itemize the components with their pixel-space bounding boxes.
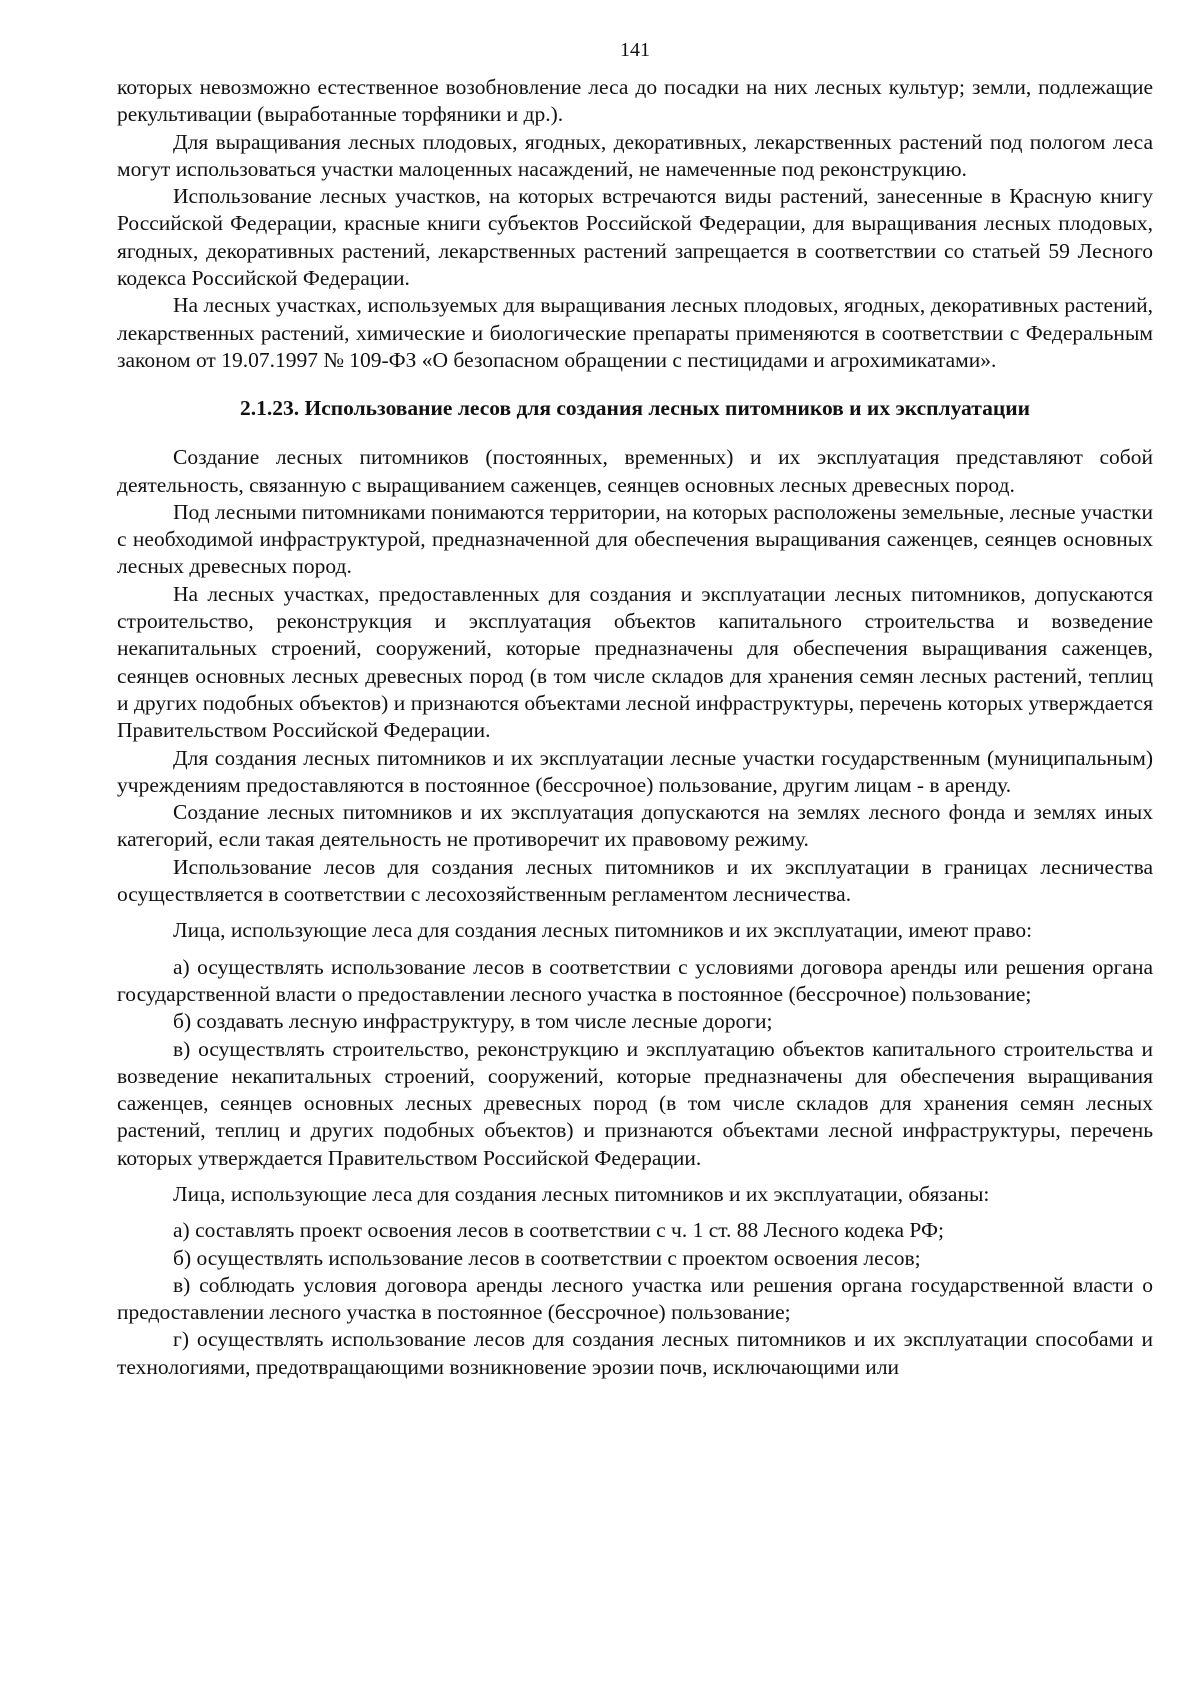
paragraph: На лесных участках, предоставленных для создания и эксплуатации лесных питомников, допускаются строительство, реконструкция и эксплуатация объектов капитального строительства и возведение некапитальных строений, сооружений, которые предназначены для обеспечения выращивания саженцев, сеянцев основных лесных древесных пород (в том числе складов для хранения семян лесных растений, теплиц и других подобных объектов) и признаются объектами лесной инфраструктуры, перечень которых утверждается Правительством Российской Федерации. bbox=[117, 581, 1153, 743]
section-heading: 2.1.23. Использование лесов для создания лесных питомников и их эксплуатации bbox=[240, 396, 1030, 421]
paragraph: Под лесными питомниками понимаются территории, на которых расположены земельные, лесные участки с необходимой инфраструктурой, предназначенной для обеспечения выращивания саженцев, сеянцев основных лесных древесных пород. bbox=[117, 499, 1153, 579]
duties-item: в) соблюдать условия договора аренды лесного участка или решения органа государственной власти о предоставлении лесного участка в постоянное (бессрочное) пользование; bbox=[117, 1272, 1153, 1325]
paragraph: Использование лесов для создания лесных питомников и их эксплуатации в границах лесничества осуществляется в соответствии с лесохозяйственным регламентом лесничества. bbox=[117, 854, 1153, 907]
duties-item: б) осуществлять использование лесов в соответствии с проектом освоения лесов; bbox=[173, 1245, 921, 1270]
paragraph: Для выращивания лесных плодовых, ягодных, декоративных, лекарственных растений под пологом леса могут использоваться участки малоценных насаждений, не намеченные под реконструкцию. bbox=[117, 129, 1153, 181]
duties-item: г) осуществлять использование лесов для создания лесных питомников и их эксплуатации способами и технологиями, предотвращающими возникновение эрозии почв, исключающими или bbox=[117, 1327, 1153, 1379]
paragraph: Создание лесных питомников (постоянных, временных) и их эксплуатация представляют собой деятельность, связанную с выращиванием саженцев, сеянцев основных лесных древесных пород. bbox=[117, 445, 1153, 497]
paragraph: Использование лесных участков, на которых встречаются виды растений, занесенные в Красную книгу Российской Федерации, красные книги субъектов Российской Федерации, для выращивания лесных плодовых, ягодных, декоративных растений, лекарственных растений запрещается в соответствии со статьей 59 Лесного кодекса Российской Федерации. bbox=[117, 184, 1153, 291]
spacer bbox=[117, 1172, 1153, 1181]
page-number: 141 bbox=[620, 39, 650, 61]
spacer bbox=[117, 1208, 1153, 1217]
paragraph: Для создания лесных питомников и их эксплуатации лесные участки государственным (муниципальным) учреждениям предоставляются в постоянное (бессрочное) пользование, другим лицам - в аренду. bbox=[117, 745, 1153, 797]
paragraph-continued: которых невозможно естественное возобновление леса до посадки на них лесных культур; земли, подлежащие рекультивации (выработанные торфяники и др.). bbox=[117, 75, 1153, 127]
spacer bbox=[117, 422, 1153, 444]
duties-intro: Лица, использующие леса для создания лесных питомников и их эксплуатации, обязаны: bbox=[173, 1181, 990, 1206]
duties-item: а) составлять проект освоения лесов в соответствии с ч. 1 ст. 88 Лесного кодека РФ; bbox=[173, 1218, 944, 1243]
spacer bbox=[117, 908, 1153, 917]
rights-intro: Лица, использующие леса для создания лесных питомников и их эксплуатации, имеют право: bbox=[173, 918, 1033, 943]
document-page bbox=[117, 38, 1153, 1381]
rights-item: а) осуществлять использование лесов в соответствии с условиями договора аренды или решения органа государственной власти о предоставлении лесного участка в постоянное (бессрочное) пользование; bbox=[117, 954, 1153, 1006]
spacer bbox=[117, 374, 1153, 395]
paragraph: На лесных участках, используемых для выращивания лесных плодовых, ягодных, декоративных растений, лекарственных растений, химические и биологические препараты применяются в соответствии с Федеральным законом от 19.07.1997 № 109-ФЗ «О безопасном обращении с пестицидами и агрохимикатами». bbox=[117, 293, 1153, 372]
rights-item: б) создавать лесную инфраструктуру, в том числе лесные дороги; bbox=[173, 1009, 773, 1034]
spacer bbox=[117, 945, 1153, 954]
paragraph: Создание лесных питомников и их эксплуатация допускаются на землях лесного фонда и землях иных категорий, если такая деятельность не противоречит их правовому режиму. bbox=[117, 800, 1153, 852]
rights-item: в) осуществлять строительство, реконструкцию и эксплуатацию объектов капитального строительства и возведение некапитальных строений, сооружений, которые предназначены для обеспечения выращивания саженцев, сеянцев основных лесных древесных пород (в том числе складов для хранения семян лесных растений, теплиц и других подобных объектов) и признаются объектами лесной инфраструктуры, перечень которых утверждается Правительством Российской Федерации. bbox=[117, 1036, 1153, 1170]
